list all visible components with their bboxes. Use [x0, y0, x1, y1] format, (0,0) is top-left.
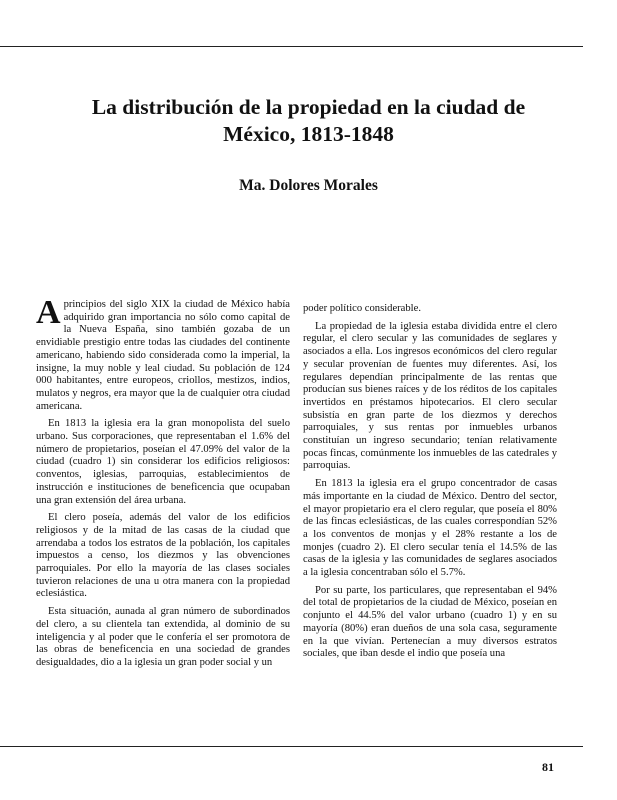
paragraph-continued: poder político considerable.	[303, 303, 421, 314]
paragraph-4: Esta situación, aunada al gran número de subordinados del clero, a su clientela tan extendida, al dominio de su inteligencia y al poder que le confería el ser promotora de las obras de beneficencia en una sociedad de grandes desigualdades, dio a la iglesia un gran poder social y un	[36, 606, 290, 668]
paragraph-2: En 1813 la iglesia era la gran monopolista del suelo urbano. Sus corporaciones, que representaban el 1.6% del número de propietarios, poseían el 47.09% del valor de la ciudad (cuadro 1) sin considerar los edificios religiosos: conventos, iglesias, parroquias, establecimientos de instrucción e instituciones de beneficencia que ocupaban una gran extensión del área urbana.	[36, 418, 290, 506]
paragraph-6: En 1813 la iglesia era el grupo concentrador de casas más importante en la ciudad de México. Dentro del sector, el mayor propietario era el clero regular, que poseía el 80% de las fincas eclesiásticas, de las cuales correspondían 52% a los conventos de monjas y el 28% restante a los de monjes (cuadro 2). El clero secular tenía el 14.5% de las casas de la iglesia y las comunidades de seglares asociados a la iglesia concentraban sólo el 5.7%.	[303, 478, 557, 579]
title-line-1: La distribución de la propiedad en la ciudad de	[91, 95, 526, 119]
paragraph-1-text: principios del siglo XIX la ciudad de México había adquirido gran importancia no sólo como capital de la Nueva España, sino también gozaba de un envidiable prestigio entre todas las ciudades del continente americano, habiendo sido considerada como la imperial, la insigne, la muy noble y leal ciudad. Su población de 124 000 habitantes, entre europeos, criollos, mestizos, indios, mulatos y negros, era mayor que la de cualquier otra ciudad americana.	[36, 299, 290, 412]
left-column	[36, 294, 290, 675]
paragraph-1	[36, 294, 290, 413]
drop-cap: A	[36, 294, 61, 331]
right-column	[303, 303, 557, 666]
article-title	[0, 94, 617, 148]
bottom-rule	[0, 746, 583, 747]
page-number: 81	[542, 760, 554, 774]
author-name: Ma. Dolores Morales	[239, 177, 378, 194]
paragraph-5: La propiedad de la iglesia estaba dividida entre el clero regular, el clero secular y las comunidades de seglares y asociados a ella. Los ingresos económicos del clero regular y secular provenían de fuentes muy diferentes. Así, los regulares dependían principalmente de las rentas que producían sus bienes raíces y de los réditos de los capitales invertidos en préstamos hipotecarios. El clero secular subsistía en gran parte de los diezmos y derechos parroquiales, y sus rentas por inmuebles urbanos constituían un ingreso secundario; tenían relativamente pocas fincas, comúnmente los inmuebles de las catedrales y parroquias.	[303, 320, 557, 472]
paragraph-7: Por su parte, los particulares, que representaban el 94% del total de propietarios de la ciudad de México, poseían en conjunto el 44.5% del valor urbano (cuadro 1) y en su mayoría (80%) eran dueños de una sola casa, seguramente en la que vivían. Pertenecían a muy diversos estratos sociales, que iban desde el indio que poseía una	[303, 584, 557, 660]
paragraph-3: El clero poseía, además del valor de los edificios religiosos y de la mitad de las casas de la ciudad que arrendaba a todos los estratos de la población, los capitales impuestos a censo, los diezmos y las obvenciones parroquiales. Por ello la mayoría de las clases sociales tuvieron relaciones de una u otra manera con la propiedad eclesiástica.	[36, 512, 290, 600]
title-line-2: México, 1813-1848	[223, 122, 394, 146]
top-rule	[0, 46, 583, 47]
